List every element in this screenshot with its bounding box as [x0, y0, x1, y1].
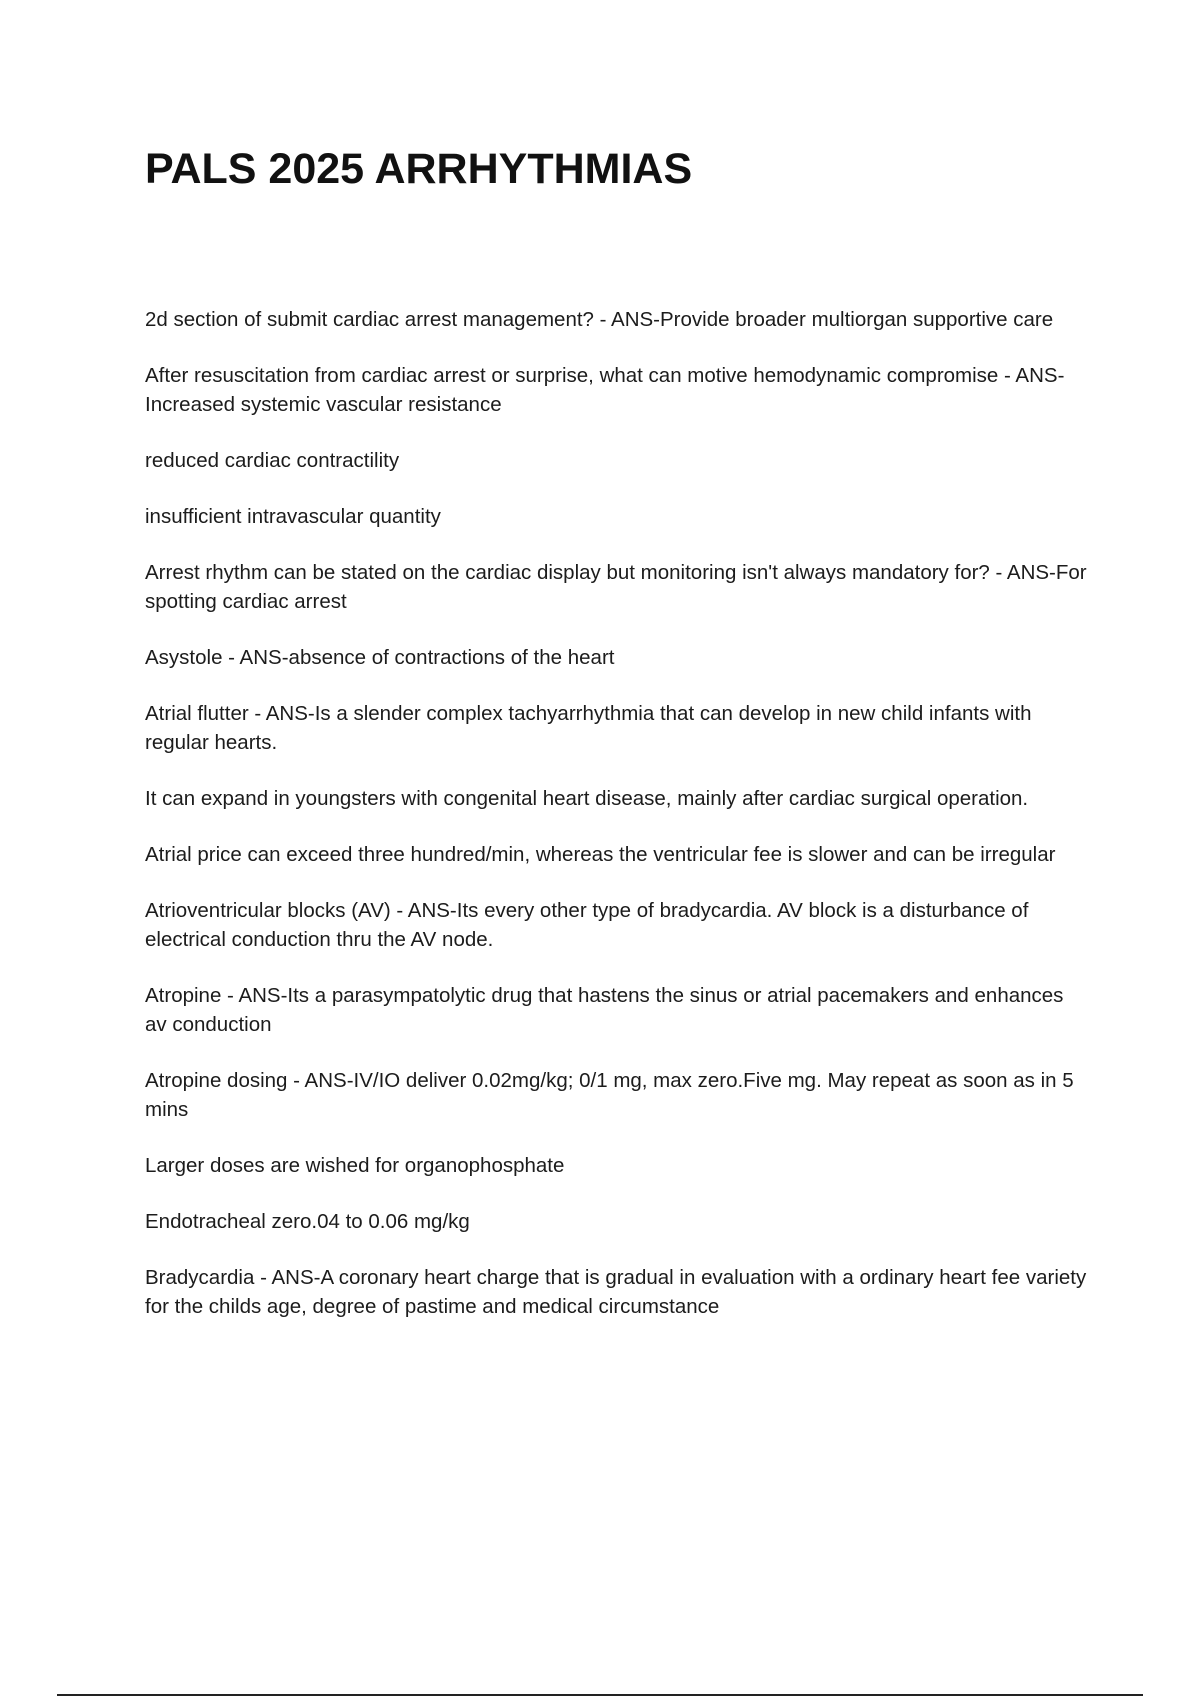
paragraph-endotracheal-dose: Endotracheal zero.04 to 0.06 mg/kg: [145, 1210, 470, 1233]
paragraph-asystole: Asystole - ANS-absence of contractions of the heart: [145, 646, 615, 669]
paragraph-av-blocks: Atrioventricular blocks (AV) - ANS-Its every other type of bradycardia. AV block is a disturbance of electrical conduction thru the AV node.: [145, 899, 1029, 951]
paragraph-post-arrest-management: 2d section of submit cardiac arrest management? - ANS-Provide broader multiorgan supportive care: [145, 308, 1054, 331]
document-title: PALS 2025 ARRHYTHMIAS: [145, 145, 693, 193]
paragraph-bradycardia: Bradycardia - ANS-A coronary heart charge that is gradual in evaluation with a ordinary heart fee variety for the childs age, degree of pastime and medical circumstance: [145, 1266, 1087, 1318]
paragraph-hemodynamic-compromise: After resuscitation from cardiac arrest or surprise, what can motive hemodynamic compromise - ANS-Increased systemic vascular resistance: [145, 364, 1065, 416]
document-body: [145, 305, 1090, 1348]
paragraph-atropine-dosing: Atropine dosing - ANS-IV/IO deliver 0.02mg/kg; 0/1 mg, max zero.Five mg. May repeat as soon as in 5 mins: [145, 1069, 1074, 1121]
paragraph-intravascular-quantity: insufficient intravascular quantity: [145, 505, 441, 528]
paragraph-arrest-rhythm: Arrest rhythm can be stated on the cardiac display but monitoring isn't always mandatory for? - ANS-For spotting cardiac arrest: [145, 561, 1087, 613]
footer-divider: [57, 1694, 1143, 1696]
paragraph-congenital-heart-disease: It can expand in youngsters with congenital heart disease, mainly after cardiac surgical operation.: [145, 787, 1029, 810]
paragraph-reduced-contractility: reduced cardiac contractility: [145, 449, 400, 472]
paragraph-organophosphate: Larger doses are wished for organophosphate: [145, 1154, 565, 1177]
paragraph-atrial-rate: Atrial price can exceed three hundred/min, whereas the ventricular fee is slower and can be irregular: [145, 843, 1056, 866]
paragraph-atrial-flutter: Atrial flutter - ANS-Is a slender complex tachyarrhythmia that can develop in new child infants with regular hearts.: [145, 702, 1032, 754]
paragraph-atropine: Atropine - ANS-Its a parasympatolytic drug that hastens the sinus or atrial pacemakers and enhances av conduction: [145, 984, 1064, 1036]
